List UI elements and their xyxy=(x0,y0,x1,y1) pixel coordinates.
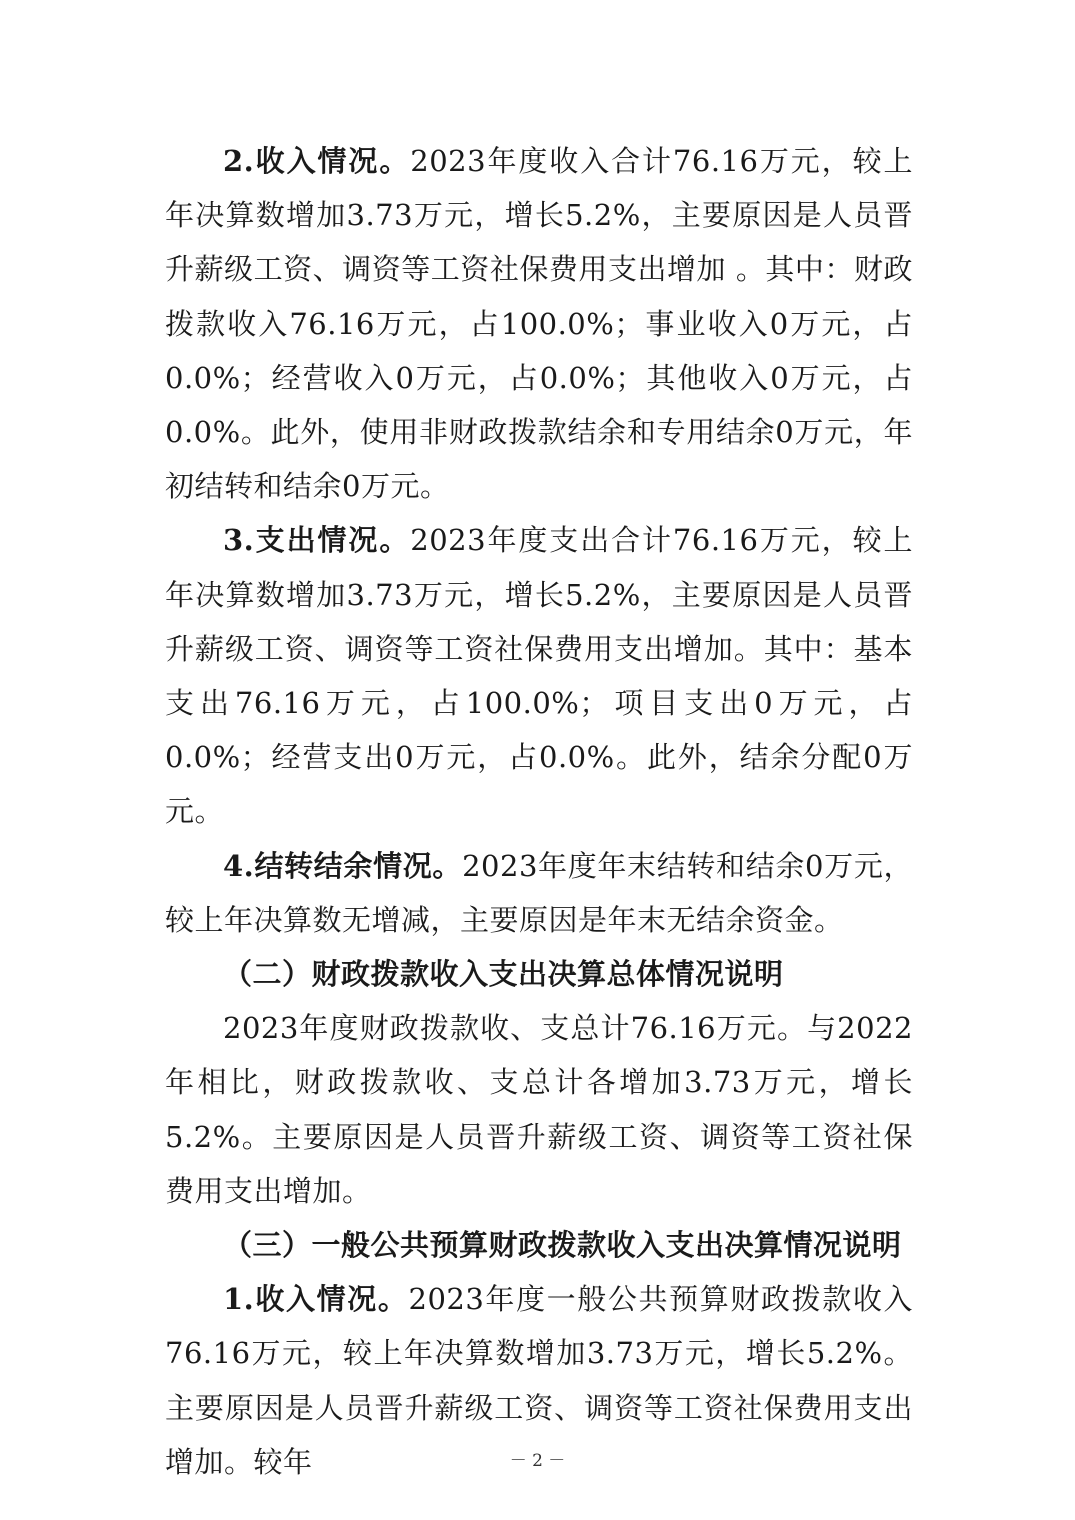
section-heading-2: （二）财政拨款收入支出决算总体情况说明 xyxy=(223,957,784,992)
paragraph-expenditure xyxy=(165,513,913,838)
paragraph-text: 2023年度收入合计76.16万元，较上年决算数增加3.73万元，增长5.2%，主要原因是人员晋升薪级工资、调资等工资社保费用支出增加 。其中：财政拨款收入76.16万元，占100.0%；事业收入0万元，占0.0%；经营收入0万元，占0.0%；其他收入0万元，占0.0%。此外，使用非财政拨款结余和专用结余0万元，年初结转和结余0万元。 xyxy=(165,144,914,504)
paragraph-lead: 1.收入情况。 xyxy=(223,1282,409,1317)
paragraph-income xyxy=(165,134,913,513)
paragraph-lead: 3.支出情况。 xyxy=(223,523,411,558)
section-heading-3: （三）一般公共预算财政拨款收入支出决算情况说明 xyxy=(223,1228,902,1263)
paragraph-lead: 4.结转结余情况。 xyxy=(223,848,463,883)
paragraph-text: 2023年度年末结转和结余0万元，较上年决算数无增减，主要原因是年末无结余资金。 xyxy=(165,848,913,937)
paragraph-text: 2023年度财政拨款收、支总计76.16万元。与2022年相比，财政拨款收、支总计各增加3.73万元，增长5.2%。主要原因是人员晋升薪级工资、调资等工资社保费用支出增加。 xyxy=(165,1011,913,1208)
paragraph-carryover xyxy=(165,839,913,947)
document-body xyxy=(165,134,913,1489)
page-number: － 2 － xyxy=(509,1451,566,1471)
paragraph-fiscal-overview xyxy=(165,1001,913,1218)
paragraph-text: 2023年度支出合计76.16万元，较上年决算数增加3.73万元，增长5.2%，主要原因是人员晋升薪级工资、调资等工资社保费用支出增加。其中：基本支出76.16万元，占100.0%；项目支出0万元，占0.0%；经营支出0万元，占0.0%。此外，结余分配0万元。 xyxy=(165,523,914,829)
paragraph-lead: 2.收入情况。 xyxy=(223,144,411,178)
paragraph-text: 2023年度一般公共预算财政拨款收入76.16万元，较上年决算数增加3.73万元，增长5.2%。主要原因是人员晋升薪级工资、调资等工资社保费用支出增加。较年 xyxy=(165,1282,913,1479)
